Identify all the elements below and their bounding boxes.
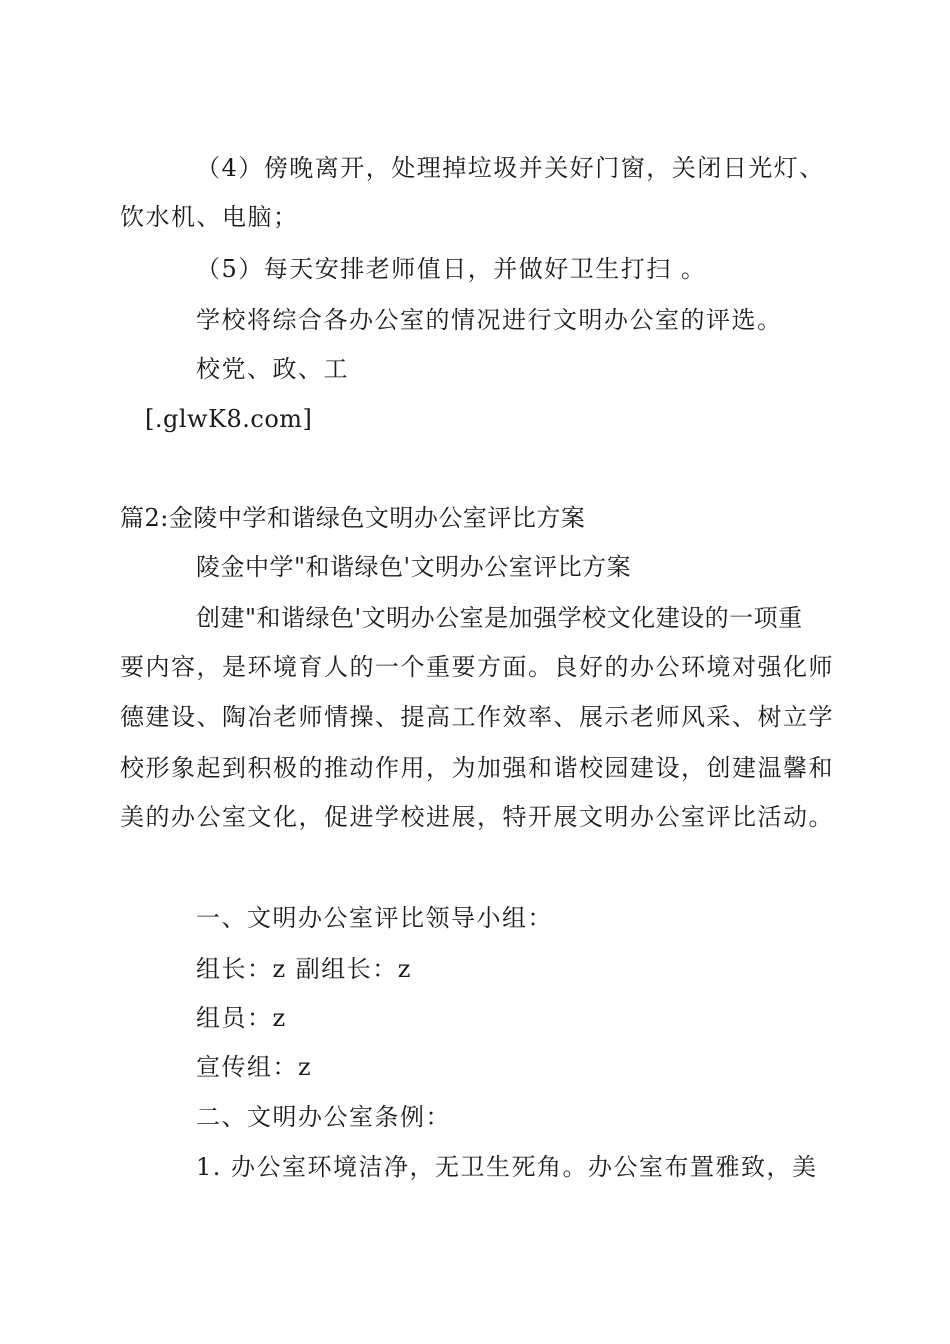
section-heading: 篇2:金陵中学和谐绿色文明办公室评比方案 [120, 504, 586, 532]
heading-leadership-group: 一、文明办公室评比领导小组： [196, 904, 553, 932]
paragraph-line-2: 要内容，是环境育人的一个重要方面。良好的办公环境对强化师 [120, 653, 834, 681]
text-line-item-4: （4）傍晚离开，处理掉垃圾并关好门窗，关闭日光灯、 [196, 154, 825, 182]
text-line-evaluation: 学校将综合各办公室的情况进行文明办公室的评选。 [196, 306, 783, 334]
paragraph-line-4: 校形象起到积极的推动作用，为加强和谐校园建设，创建温馨和 [120, 754, 834, 782]
document-title: 陵金中学"和谐绿色'文明办公室评比方案 [196, 553, 632, 581]
text-line-item-5: （5）每天安排老师值日，并做好卫生打扫 。 [196, 255, 707, 283]
text-line-publicity: 宣传组：z [196, 1053, 313, 1081]
paragraph-line-1: 创建"和谐绿色'文明办公室是加强学校文化建设的一项重 [196, 604, 803, 632]
text-line-leaders: 组长：z 副组长：z [196, 955, 412, 983]
text-line-members: 组员：z [196, 1004, 287, 1032]
source-url: [.glwK8.com] [145, 405, 313, 433]
paragraph-line-5: 美的办公室文化，促进学校进展，特开展文明办公室评比活动。 [120, 803, 834, 831]
heading-regulations: 二、文明办公室条例： [196, 1103, 451, 1131]
paragraph-line-3: 德建设、陶冶老师情操、提高工作效率、展示老师风采、树立学 [120, 703, 834, 731]
text-line-item-4-cont: 饮水机、电脑； [120, 203, 299, 231]
text-line-signature: 校党、政、工 [196, 355, 349, 383]
text-line-regulation-1: 1. 办公室环境洁净，无卫生死角。办公室布置雅致，美 [196, 1153, 818, 1181]
